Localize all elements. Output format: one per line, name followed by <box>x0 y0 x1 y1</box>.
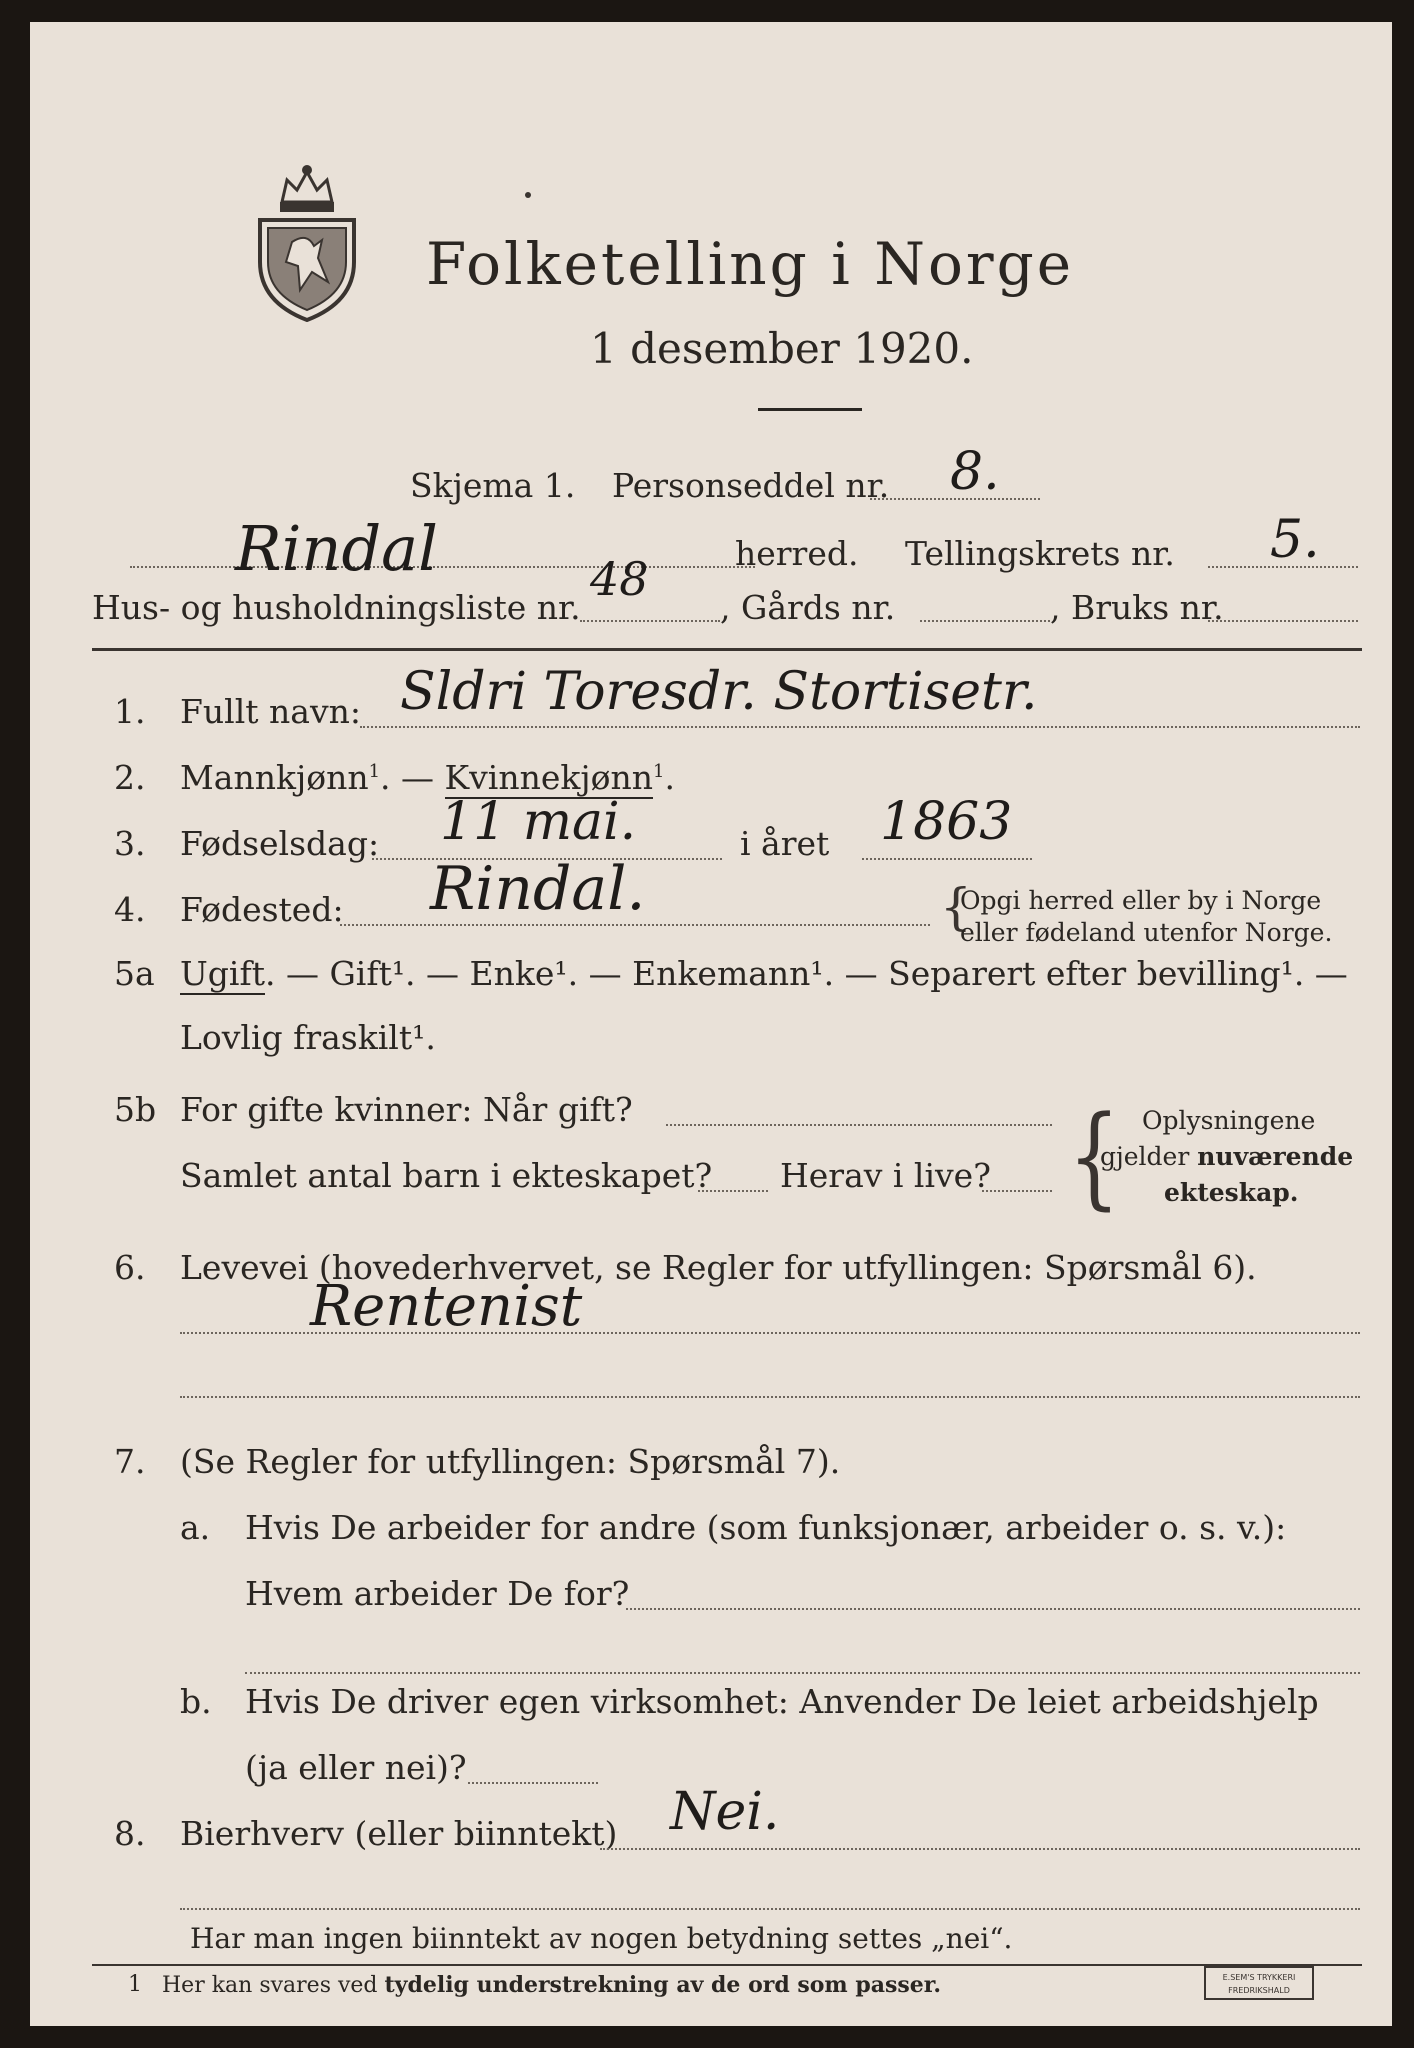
q4-note-1: Opgi herred eller by i Norge <box>960 886 1322 915</box>
q7b-number: b. <box>180 1682 212 1721</box>
q5a-number: 5a <box>114 954 155 993</box>
q4-brace: { <box>940 878 972 936</box>
q7b-question: (ja eller nei)? <box>245 1748 467 1787</box>
q5b-live-dots <box>982 1190 1052 1192</box>
q4-label: Fødested: <box>180 890 344 929</box>
q8-note: Har man ingen biinntekt av nogen betydning settes „nei“. <box>190 1922 1013 1955</box>
q3-year-line <box>862 858 1032 860</box>
q6-value[interactable]: Rentenist <box>310 1274 583 1339</box>
q1-value[interactable]: Sldri Toresdr. Stortisetr. <box>400 662 1038 722</box>
personseddel-value[interactable]: 8. <box>950 442 1000 502</box>
q5a-line2: Lovlig fraskilt¹. <box>180 1018 436 1057</box>
q5b-barn-dots <box>698 1190 768 1192</box>
q6-label: Levevei (hovederhvervet, se Regler for utfyllingen: Spørsmål 6). <box>180 1248 1257 1287</box>
form-date: 1 desember 1920. <box>590 324 974 373</box>
q7a-line-2 <box>245 1672 1360 1674</box>
title-rule <box>758 408 862 411</box>
gards-label: , Gårds nr. <box>720 588 896 627</box>
tellingskrets-value[interactable]: 5. <box>1270 510 1320 570</box>
printer-stamp: E.SEM'S TRYKKERI FREDRIKSHALD <box>1204 1966 1314 2000</box>
q5b-number: 5b <box>114 1090 157 1129</box>
q2-text: Mannkjønn$^1$. — Kvinnekjønn$^1$. <box>180 758 675 797</box>
q5b-line1-dots <box>666 1124 1052 1126</box>
skjema-label: Skjema 1. <box>410 466 576 505</box>
q5b-note-1: Oplysningene <box>1142 1106 1316 1135</box>
q7-number: 7. <box>114 1442 146 1481</box>
personseddel-label: Personseddel nr. <box>612 466 890 505</box>
q5a-text: Ugift. — Gift¹. — Enke¹. — Enkemann¹. — Separert efter bevilling¹. — <box>180 954 1348 993</box>
herred-line <box>130 566 755 568</box>
q7a-question: Hvem arbeider De for? <box>245 1574 630 1613</box>
q3-aaret-label: i året <box>740 824 830 863</box>
q1-number: 1. <box>114 692 146 731</box>
husholdningsliste-value[interactable]: 48 <box>590 552 649 606</box>
q8-line-1 <box>600 1848 1360 1850</box>
gards-line <box>920 620 1050 622</box>
q4-line <box>340 924 930 926</box>
bruks-line <box>1208 620 1358 622</box>
q5b-line1: For gifte kvinner: Når gift? <box>180 1090 633 1129</box>
census-form <box>30 22 1392 2026</box>
husholdningsliste-line <box>580 620 720 622</box>
q8-number: 8. <box>114 1814 146 1853</box>
q8-label: Bierhverv (eller biinntekt) <box>180 1814 618 1853</box>
herred-label: herred. <box>735 534 859 573</box>
header-rule <box>92 648 1362 651</box>
form-title: Folketelling i Norge <box>426 230 1075 298</box>
q7-label: (Se Regler for utfyllingen: Spørsmål 7). <box>180 1442 841 1481</box>
q3-label: Fødselsdag: <box>180 824 380 863</box>
q4-number: 4. <box>114 890 146 929</box>
q7a-line-1 <box>626 1608 1360 1610</box>
q5a-ugift[interactable]: Ugift <box>180 954 265 993</box>
q4-value[interactable]: Rindal. <box>430 854 646 924</box>
footnote-rule <box>92 1964 1362 1966</box>
q8-line-2 <box>180 1908 1360 1910</box>
footnote-text: Her kan svares ved tydelig understrekning av de ord som passer. <box>162 1972 942 1998</box>
q5b-line2a: Samlet antal barn i ekteskapet? <box>180 1156 713 1195</box>
q5b-note-3: ekteskap. <box>1164 1178 1299 1207</box>
q7b-line <box>468 1782 598 1784</box>
husholdningsliste-label: Hus- og husholdningsliste nr. <box>92 588 581 627</box>
q7a-number: a. <box>180 1508 211 1547</box>
footnote-number: 1 <box>128 1972 142 1997</box>
tellingskrets-label: Tellingskrets nr. <box>905 534 1175 573</box>
q8-value[interactable]: Nei. <box>670 1782 780 1842</box>
q3-year-value[interactable]: 1863 <box>880 792 1013 852</box>
q2-number: 2. <box>114 758 146 797</box>
q6-line-2 <box>180 1396 1360 1398</box>
q3-day-value[interactable]: 11 mai. <box>440 792 637 852</box>
q7a-text: Hvis De arbeider for andre (som funksjonær, arbeider o. s. v.): <box>245 1508 1287 1547</box>
q2-mann[interactable]: Mannkjønn <box>180 758 369 797</box>
q5b-brace: { <box>1068 1093 1121 1222</box>
q3-number: 3. <box>114 824 146 863</box>
q5b-line2b: Herav i live? <box>780 1156 991 1195</box>
q1-label: Fullt navn: <box>180 692 361 731</box>
coat-of-arms-icon <box>252 162 362 322</box>
q4-note-2: eller fødeland utenfor Norge. <box>960 918 1333 947</box>
q5b-note-2: gjelder nuværende <box>1100 1142 1354 1171</box>
herred-value[interactable]: Rindal <box>235 512 438 585</box>
q7b-text: Hvis De driver egen virksomhet: Anvender De leiet arbeidshjelp <box>245 1682 1319 1721</box>
bruks-label: , Bruks nr. <box>1050 588 1224 627</box>
ink-dot <box>525 192 531 198</box>
q1-line <box>360 726 1360 728</box>
q2-kvinne[interactable]: Kvinnekjønn <box>444 758 654 797</box>
q6-number: 6. <box>114 1248 146 1287</box>
